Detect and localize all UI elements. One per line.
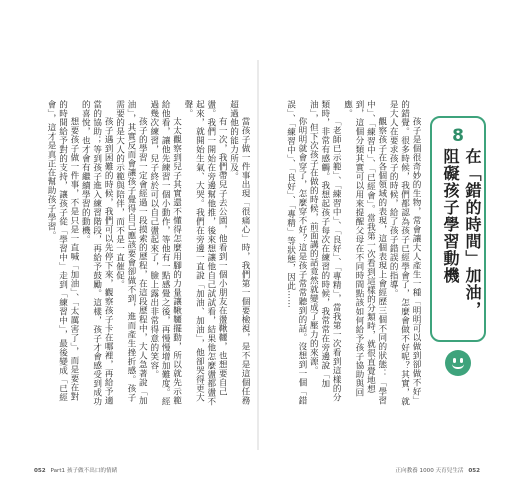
chapter-number: 8 — [452, 126, 464, 146]
chapter-title-box — [430, 116, 486, 342]
chapter-title — [435, 148, 483, 338]
right-paragraph: 你明明就會穿了，怎麼穿不好？這是孩子常常聽到的話。沒想到一個「錯誤」、「練習中」、「良好」、「專精」等狀態，因此…… — [285, 100, 307, 406]
left-running-title: Part1 孩子做不出口的情緒 — [50, 468, 118, 474]
mascot-eye — [460, 358, 463, 363]
page-gutter — [257, 60, 259, 450]
right-page-number: 052 — [468, 468, 480, 474]
chapter-title-line: 阻礙孩子學習動機 — [441, 148, 460, 284]
right-paragraph: 孩子是個很奇妙的生物，常會讓大人產生一種「明明可以做到卻做不好」的錯覺。很多時候，我們都認為孩子已經學會了，怎麼會做不好呢？其實，就是大人在要求孩子的時候，給了孩子錯誤的指導。 — [388, 100, 421, 406]
mascot-mouth — [452, 364, 464, 369]
left-page-number: 052 — [34, 468, 46, 474]
smiley-mascot-icon — [445, 350, 471, 376]
chapter-title-line: 在「錯的時間」加油， — [463, 148, 482, 318]
left-paragraph: 孩子遇到困難的時候，我們可以先停下來，觀察孩子卡在哪裡，再給予適當的協助；等到孩子進入練習階段，再給予鼓勵。這樣，孩子才會感受到成功的喜悅，也才會有繼續學習的動機。 — [80, 100, 114, 406]
left-paragraph: 孩子的學習一定會經過一段摸索的歷程，在這段歷程中，大人急著說「加油」，其實反而會讓孩子覺得自己應該要會卻做不到，進而產生挫折感。孩子需要的是大人的示範與陪伴，而不是一直催促。 — [114, 100, 148, 406]
right-page-footer — [395, 466, 480, 474]
left-paragraph: 當孩子做一件事出現「很痛心」時，我們第一個要檢視，是不是這個任務超過他的能力所及。 — [228, 100, 250, 406]
right-paragraph: 「老師已示範」、「練習中」、「良好」、「專精」，當我第一次看到這樣的分類時，非常有感觸。我想起孩子每次在練習的時候，我常常在旁邊說「加油」，但下次孩子在做的時候，前面講的話竟然就變成了壓力的來源。 — [308, 100, 342, 403]
right-running-title: 正向教養 1000 天育兒生活 — [395, 468, 464, 474]
left-paragraph: 有一次，我們帶兒子去公園，他看到一個小朋友在盪鞦韆，也想要自己盪。我們一開始在旁邊幫他推，後來想讓他自己試試看，結果他怎麼盪都盪不起來，就開始生氣、大哭。我們在旁邊一直說「加油、加油」，他卻哭得更大聲。 — [182, 100, 228, 406]
left-paragraph: 太太觀察到兒子其實還不懂得怎麼用腳的力量讓鞦韆擺動，所以就先示範給他看，讓他先練習一個小動作，等他有一點感覺之後，再慢慢增加難度。經過幾次練習，兒子終於可以自己盪起來了，臉上露出非常得意的笑容。 — [148, 100, 182, 406]
right-page-body — [281, 100, 421, 408]
right-paragraph: 觀察孩子在各個領域的表現，這個表現上會經歷三個不同的狀態：「學習中」、「練習中」、「已經會」。當我第一次看到這樣的分類時，就很直覺地想到，這個分類其實可以用來提醒父母在不同時間點該如何給予孩子協助與回應。 — [342, 100, 387, 406]
left-page-body — [38, 100, 250, 408]
left-paragraph: 想要孩子做一件事，不是只是一直喊「加油」、「太厲害了」，而是要在對的時間給予對的支持，讓孩子從「學習中」走到「練習中」，最後變成「已經會」，這才是真正在幫助孩子學習。 — [46, 100, 79, 402]
left-page-footer — [34, 466, 117, 474]
mascot-eye — [453, 358, 456, 363]
